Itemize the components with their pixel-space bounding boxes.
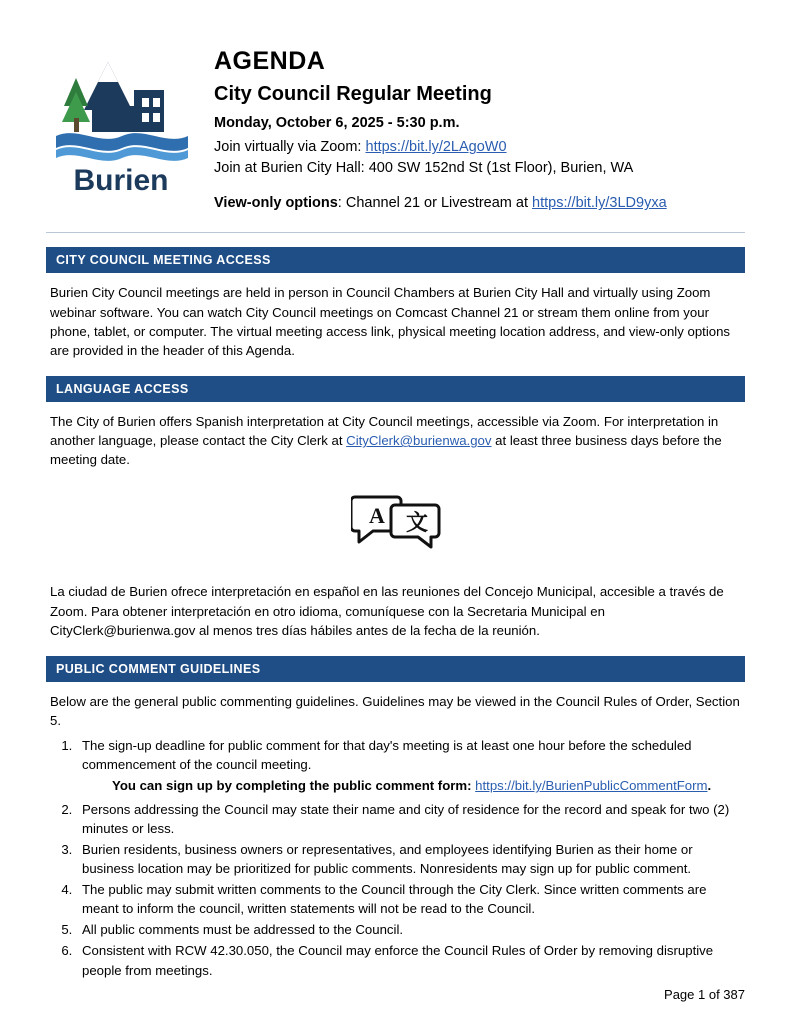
public-comment-form-link[interactable]: https://bit.ly/BurienPublicCommentForm (475, 778, 708, 794)
public-comment-intro: Below are the general public commenting guidelines. Guidelines may be viewed in the Council Rules of Order, Section 5. (50, 693, 740, 728)
meeting-access-body: Burien City Council meetings are held in person in Council Chambers at Burien City Hall and virtually using Zoom webinar software. You can watch City Council meetings on Comcast Channel 21 or stream them online from your phone, tablet, or computer. The virtual meeting access link, physical meeting location address, and view-only options are provided in the header of this Agenda. (50, 285, 731, 358)
logo-wordmark: Burien (73, 164, 169, 194)
list-item: 5. All public comments must be addressed to the Council. (76, 920, 745, 939)
join-in-person-line: Join at Burien City Hall: 400 SW 152nd St (1st Floor), Burien, WA (214, 160, 634, 177)
view-only-label: View-only options (214, 195, 338, 212)
signup-note-text: You can sign up by completing the public comment form: (112, 778, 476, 794)
burien-logo (46, 28, 196, 194)
view-only-line (214, 193, 745, 214)
section-heading-language-access: LANGUAGE ACCESS (46, 376, 745, 402)
language-access-spanish-body: La ciudad de Burien ofrece interpretación en español en las reuniones del Concejo Municipal, accesible a través de Zoom. Para obtener interpretación en otro idioma, comuníquese con la Secretaria Municipal en CityClerk@burienwa.gov al menos tres días hábiles antes de la fecha de la reunión. (50, 584, 724, 638)
city-clerk-email-link[interactable]: CityClerk@burienwa.gov (346, 433, 492, 449)
header-text-block (214, 28, 745, 214)
list-item: 3. Burien residents, business owners or representatives, and employees identifying Burien as their home or business location may be prioritized for public comments. Nonresidents may sign up for public comment. (76, 840, 745, 878)
meeting-datetime: Monday, October 6, 2025 - 5:30 p.m. (214, 114, 460, 131)
language-access-body (46, 412, 745, 469)
zoom-join-link[interactable]: https://bit.ly/2LAgoW0 (365, 139, 507, 156)
public-comment-list (46, 736, 745, 980)
list-item: 4. The public may submit written comments to the Council through the City Clerk. Since written comments are meant to inform the council, written statements will not be read to the Council. (76, 880, 745, 918)
svg-text:文: 文 (405, 510, 428, 536)
language-access-body-prefix: The City of Burien offers Spanish interpretation at City Council meetings, accessible via Zoom. For interpretation in another language, please contact the City Clerk at (50, 413, 719, 449)
page-title: AGENDA (214, 47, 326, 75)
signup-note (112, 776, 745, 795)
list-item: 6. Consistent with RCW 42.30.050, the Council may enforce the Council Rules of Order by removing disruptive people from meetings. (76, 941, 745, 979)
document-header (46, 28, 745, 214)
section-heading-meeting-access: CITY COUNCIL MEETING ACCESS (46, 247, 745, 273)
language-icon-wrap (46, 491, 745, 558)
language-access-body-suffix: at least three business days before the meeting date. (50, 433, 722, 468)
list-item: 1. The sign-up deadline for public comment for that day's meeting is at least one hour before the scheduled commencement of the council meeting. (76, 736, 745, 774)
header-divider (46, 232, 745, 233)
section-heading-public-comment: PUBLIC COMMENT GUIDELINES (46, 656, 745, 682)
signup-note-suffix: . (707, 778, 712, 794)
meeting-title: City Council Regular Meeting (214, 82, 492, 105)
view-only-text: : Channel 21 or Livestream at (337, 195, 533, 212)
page-footer: Page 1 of 387 (664, 987, 745, 1002)
list-item: 2. Persons addressing the Council may state their name and city of residence for the record and speak for two (2) minutes or less. (76, 800, 745, 838)
language-interpretation-icon (351, 491, 441, 558)
svg-text:A: A (368, 503, 385, 529)
join-virtual-label: Join virtually via Zoom: (214, 139, 366, 156)
livestream-link[interactable]: https://bit.ly/3LD9yxa (532, 195, 667, 212)
join-virtual-line (214, 137, 745, 158)
